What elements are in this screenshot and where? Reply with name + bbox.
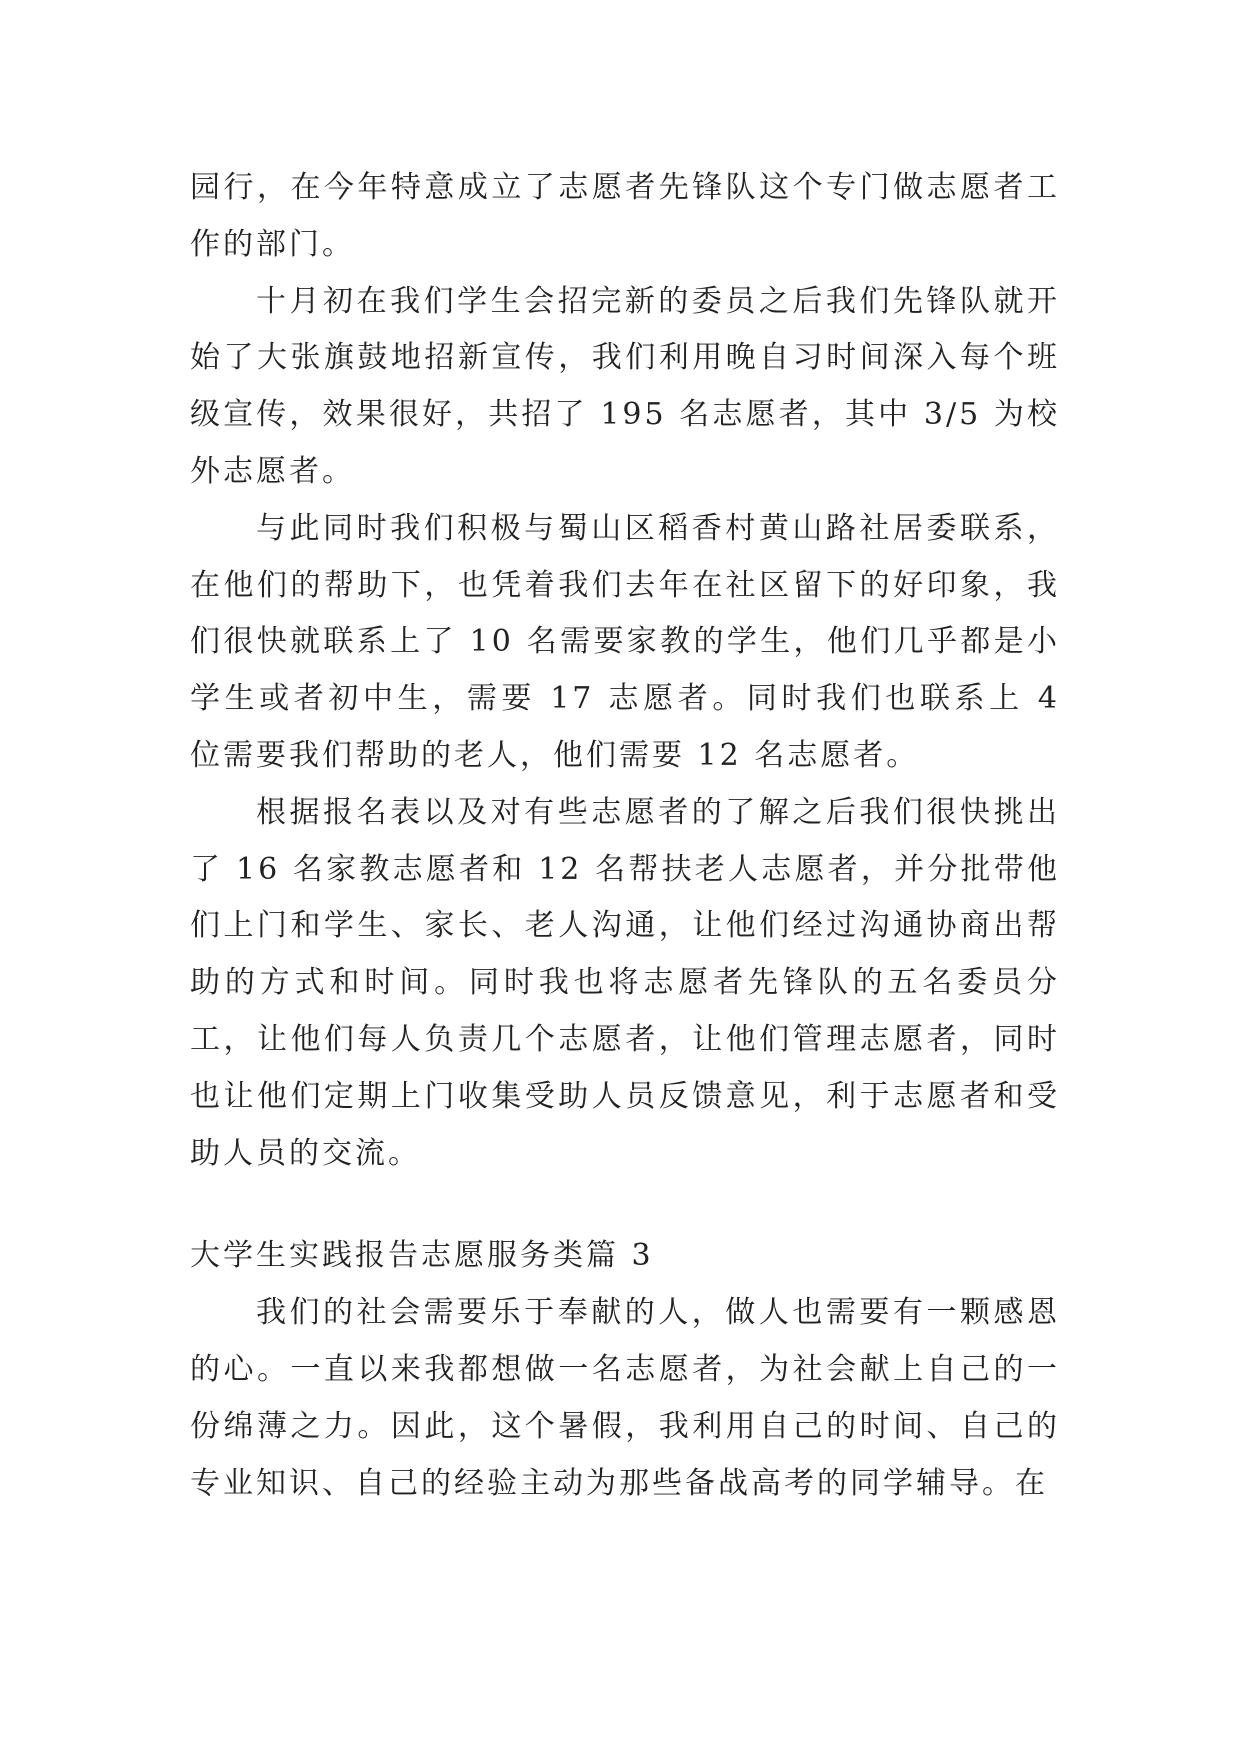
- paragraph-volunteer-assignment: 根据报名表以及对有些志愿者的了解之后我们很快挑出了 16 名家教志愿者和 12 名帮扶老人志愿者，并分批带他们上门和学生、家长、老人沟通，让他们经过沟通协商出帮助的方式和时间。同时我也将志愿者先锋队的五名委员分工，让他们每人负责几个志愿者，让他们管理志愿者，同时也让他们定期上门收集受助人员反馈意见，利于志愿者和受助人员的交流。: [190, 794, 1060, 1171]
- paragraph-continuation: 园行，在今年特意成立了志愿者先锋队这个专门做志愿者工作的部门。: [190, 170, 1060, 262]
- paragraph-community-contact: 与此同时我们积极与蜀山区稻香村黄山路社居委联系，在他们的帮助下，也凭着我们去年在社区留下的好印象，我们很快就联系上了 10 名需要家教的学生，他们几乎都是小学生或者初中生，需要 17 志愿者。同时我们也联系上 4 位需要我们帮助的老人，他们需要 12 名志愿者。: [190, 510, 1060, 773]
- document-body: [190, 160, 1060, 1512]
- paragraph-recruitment: 十月初在我们学生会招完新的委员之后我们先锋队就开始了大张旗鼓地招新宣传，我们利用晚自习时间深入每个班级宣传，效果很好，共招了 195 名志愿者，其中 3/5 为校外志愿者。: [190, 283, 1060, 489]
- section-heading: 大学生实践报告志愿服务类篇 3: [190, 1238, 654, 1274]
- paragraph-section-intro: 我们的社会需要乐于奉献的人，做人也需要有一颗感恩的心。一直以来我都想做一名志愿者，为社会献上自己的一份绵薄之力。因此，这个暑假，我利用自己的时间、自己的专业知识、自己的经验主动为那些备战高考的同学辅导。在: [190, 1295, 1060, 1501]
